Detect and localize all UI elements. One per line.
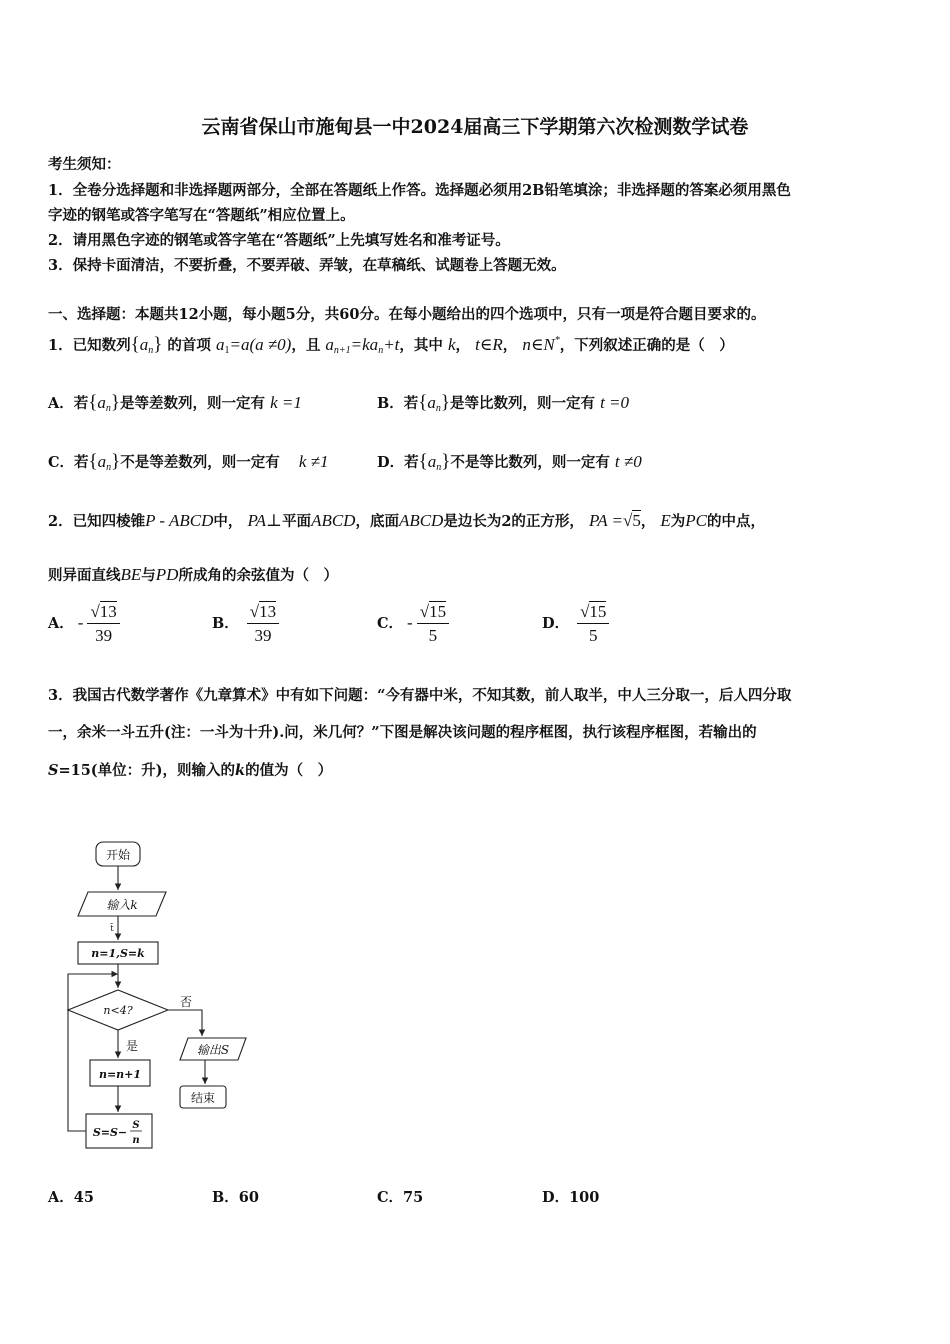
flow-yes-label: 是 xyxy=(125,1039,139,1053)
flow-no-label: 否 xyxy=(179,995,193,1009)
question-3-line-1: 3．我国古代数学著作《九章算术》中有如下问题：“今有器中米，不知其数，前人取半，中人三分取一，后人四分取 xyxy=(48,687,792,704)
flow-init-label: n=1,S=k xyxy=(91,947,145,960)
q2-option-c[interactable]: C． - $\frac{√15}{5}$ xyxy=(377,602,449,646)
q1-option-d[interactable]: D．若$\{a_n\}$不是等比数列，则一定有 t ≠0 xyxy=(377,451,642,473)
section-heading: 一、选择题：本题共12小题，每小题5分，共60分。在每小题给出的四个选项中，只有一项是符合题目要求的。 xyxy=(48,306,766,323)
flow-end-label: 结束 xyxy=(190,1091,216,1105)
q1-first-term: =a(a ≠0) xyxy=(229,335,292,354)
flow-update-num: S xyxy=(132,1120,140,1131)
flow-output-label: 输出S xyxy=(196,1043,230,1057)
q1-option-a[interactable]: A．若$\{a_n\}$是等差数列，则一定有 k =1 xyxy=(48,392,302,414)
q3-option-b[interactable]: B．60 xyxy=(212,1189,259,1206)
notice-line-3: 2．请用黑色字迹的钢笔或答字笔在“答题纸”上先填写姓名和准考证号。 xyxy=(48,232,510,249)
notice-line-4: 3．保持卡面清洁，不要折叠，不要弄破、弄皱，在草稿纸、试题卷上答题无效。 xyxy=(48,257,566,274)
flow-update-den: n xyxy=(132,1135,140,1146)
flow-increment-label: n=n+1 xyxy=(98,1068,142,1081)
flow-input-label: 输入k xyxy=(106,898,138,912)
flow-condition-label: n<4? xyxy=(103,1004,133,1017)
q2-option-b[interactable]: B． $\frac{√13}{39}$ xyxy=(212,602,279,646)
q3-option-a[interactable]: A．45 xyxy=(48,1189,94,1206)
question-3-line-2: 一，余米一斗五升(注：一斗为十升).问，米几何？”下图是解决该问题的程序框图，执行该程序框图，若输出的 xyxy=(48,724,757,741)
question-3-line-3: S=15(单位：升)，则输入的k的值为（ ） xyxy=(48,762,333,779)
q2-option-a[interactable]: A． - $\frac{√13}{39}$ xyxy=(48,602,120,646)
q2-option-d[interactable]: D． $\frac{√15}{5}$ xyxy=(542,602,609,646)
flow-start-label: 开始 xyxy=(105,848,131,862)
q1-recurrence: =ka xyxy=(350,335,379,354)
question-2-line-2: 则异面直线BE与PD所成角的余弦值为（ ） xyxy=(48,565,338,584)
question-2-stem: 2．已知四棱锥P - ABCD中， PA⊥平面ABCD，底面ABCD是边长为2的正方形， PA =√5， E为PC的中点， xyxy=(48,511,766,530)
q1-seq-brace: { xyxy=(130,334,140,355)
flowchart xyxy=(60,830,270,1160)
notice-line-2: 字迹的钢笔或答字笔写在“答题纸”相应位置上。 xyxy=(48,207,355,224)
q1-text-2: 的首项 xyxy=(167,337,211,354)
flow-small-mark: t̄ xyxy=(110,924,114,933)
question-1-stem: 1．已知数列$\{a_n\}$ 的首项 $a_1=a(a \ne 0)$，且 $a_{n+1}=ka_n+t$，其中 k， t∈R， n∈N*，下列叙述正确的是（ ） xyxy=(48,334,734,356)
page-title: 云南省保山市施甸县一中2024届高三下学期第六次检测数学试卷 xyxy=(201,116,749,138)
q1-option-c[interactable]: C．若$\{a_n\}$不是等差数列，则一定有 k ≠1 xyxy=(48,451,329,473)
notice-line-1: 1．全卷分选择题和非选择题两部分，全部在答题纸上作答。选择题必须用2B铅笔填涂；非选择题的答案必须用黑色 xyxy=(48,182,791,199)
q1-option-b[interactable]: B．若$\{a_n\}$是等比数列，则一定有 t =0 xyxy=(377,392,630,414)
flow-update-label: S=S− xyxy=(92,1126,128,1139)
notice-heading: 考生须知： xyxy=(48,156,121,173)
q3-option-d[interactable]: D．100 xyxy=(542,1189,600,1206)
q1-text-1: 1．已知数列 xyxy=(48,337,131,354)
q3-option-c[interactable]: C．75 xyxy=(377,1189,424,1206)
